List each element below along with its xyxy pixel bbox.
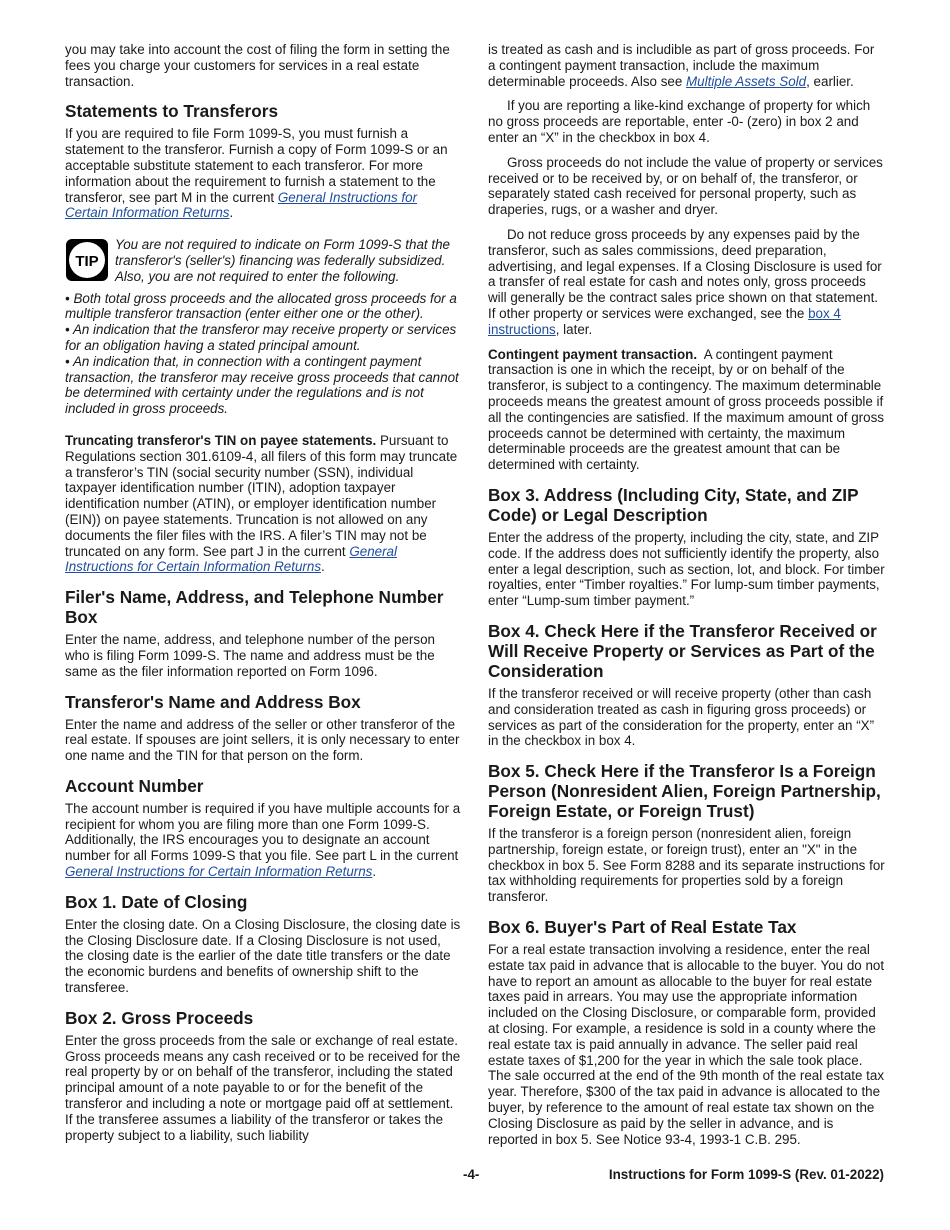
box2-paragraph: Enter the gross proceeds from the sale or exchange of real estate. Gross proceeds means any cash received or to be received for the real property by or on behalf of the transferor, including the stated principal amount of a note payable to or for the benefit of the transferor and including a note or mortgage paid off at settlement. If the transferee assumes a liability of the transferor or takes the property subject to a liability, such liability xyxy=(65,1032,461,1143)
left-column xyxy=(65,42,462,1152)
continued-end: , earlier. xyxy=(806,73,854,89)
general-instructions-link[interactable]: General Instructions for Certain Information Returns xyxy=(65,864,373,880)
document-title: Instructions for Form 1099-S (Rev. 01-2022) xyxy=(608,1167,884,1182)
tip-box xyxy=(65,237,462,284)
box2-heading: Box 2. Gross Proceeds xyxy=(65,1007,254,1028)
box4-paragraph: If the transferor received or will receive property (other than cash and consideration treated as cash in figuring gross proceeds) or services as part of the consideration for the property, enter an “X” in the checkbox in box 4. xyxy=(488,685,875,749)
statements-heading: Statements to Transferors xyxy=(65,101,278,122)
box4-instructions-link[interactable]: box 4 instructions xyxy=(488,305,841,337)
filer-paragraph: Enter the name, address, and telephone number of the person who is filing Form 1099-S. The name and address must be the same as the filer information reported on Form 1096. xyxy=(65,632,435,679)
intro-paragraph: you may take into account the cost of filing the form in setting the fees you charge your customers for services in a real estate transaction. xyxy=(65,42,450,89)
statements-end: . xyxy=(229,205,234,221)
general-instructions-link[interactable]: General Instructions for Certain Information Returns xyxy=(65,189,418,221)
bullet-mark: • xyxy=(65,322,70,338)
transferor-box-paragraph: Enter the name and address of the seller or other transferor of the real estate. If spouses are joint sellers, it is only necessary to enter one name and the TIN for that person on the form. xyxy=(65,716,460,764)
tip-bullet-list xyxy=(65,291,462,417)
multiple-assets-sold-link[interactable]: Multiple Assets Sold xyxy=(686,73,807,89)
truncating-text: Pursuant to Regulations section 301.6109-4, all filers of this form may truncate a transferor’s TIN (social security number (SSN), individual taxpayer identification number (ITIN), adoption taxpayer identification number (ATIN), or employer identification number (EIN)) on payee statements. Truncation is not allowed on any documents the filer files with the IRS. A filer’s TIN may not be truncated on any form. See part J in the current xyxy=(65,432,458,559)
account-paragraph xyxy=(65,801,462,880)
contingent-text: A contingent payment transaction is one in which the receipt, by or on behalf of the transferor, is subject to a contingency. The maximum determinable proceeds means the greatest amount of gross proceeds possible if all the contingencies are satisfied. If the maximum amount of gross proceeds cannot be determined with certainty, the maximum determinable proceeds are the greatest amount that can be determined with certainty. xyxy=(488,346,884,473)
truncating-paragraph xyxy=(65,433,462,575)
like-kind-paragraph: If you are reporting a like-kind exchange of property for which no gross proceeds are reportable, enter -0- (zero) in box 2 and enter an “X” in the checkbox in box 4. xyxy=(488,98,871,145)
tip-text: You are not required to indicate on Form 1099-S that the transferor's (seller's) financing was federally subsidized. Also, you are not required to enter the following. xyxy=(115,237,450,284)
not-include-paragraph: Gross proceeds do not include the value of property or services received or to be received by, or on behalf of, the transferor, or separately stated cash received for personal property, such as draperies, rugs, or a washer and dryer. xyxy=(488,154,883,218)
statements-text: If you are required to file Form 1099-S, you must furnish a statement to the transferor. Furnish a copy of Form 1099-S or an acceptable substitute statement to each transferor. For more information about the requirement to furnish a statement to the transferor, see part M in the current xyxy=(65,126,448,205)
not-reduce-end: , later. xyxy=(555,321,593,337)
continued-text: is treated as cash and is includible as part of gross proceeds. For a contingent payment transaction, include the maximum determinable proceeds. Also see xyxy=(488,42,875,89)
contingent-lead: Contingent payment transaction. xyxy=(488,346,698,362)
box4-heading: Box 4. Check Here if the Transferor Received or Will Receive Property or Services as Part of the Consideration xyxy=(488,620,877,681)
general-instructions-link[interactable]: General Instructions for Certain Information Returns xyxy=(65,543,397,575)
contingent-paragraph xyxy=(488,347,885,473)
list-item xyxy=(65,322,462,354)
box5-paragraph: If the transferor is a foreign person (nonresident alien, foreign partnership, foreign estate, or foreign trust), enter an "X" in the checkbox in box 5. See Form 8288 and its separate instructions for tax withholding requirements for properties sold by a foreign transferor. xyxy=(488,826,885,905)
bullet-text: Both total gross proceeds and the allocated gross proceeds for a multiple transferor transaction (enter either one or the other). xyxy=(65,290,457,322)
box3-paragraph: Enter the address of the property, including the city, state, and ZIP code. If the address does not sufficiently identify the property, also enter a legal description, such as section, lot, and block. For timber royalties, enter “Timber royalties.” For lump-sum timber payments, enter “Lump-sum timber payment.” xyxy=(488,529,885,609)
page-number: -4- xyxy=(463,1167,480,1182)
box1-heading: Box 1. Date of Closing xyxy=(65,891,248,912)
transferor-box-heading: Transferor's Name and Address Box xyxy=(65,691,361,712)
tip-icon-label: TIP xyxy=(75,253,99,271)
continued-paragraph xyxy=(488,42,885,89)
truncating-lead: Truncating transferor's TIN on payee statements. xyxy=(65,432,377,448)
truncating-end: . xyxy=(321,559,325,575)
box3-heading: Box 3. Address (Including City, State, and ZIP Code) or Legal Description xyxy=(488,484,859,525)
box1-paragraph: Enter the closing date. On a Closing Disclosure, the closing date is the Closing Disclosure date. If a Closing Disclosure is not used, the closing date is the earlier of the date title transfers or the date the economic burdens and benefits of ownership shift to the transferee. xyxy=(65,916,461,996)
box6-heading: Box 6. Buyer's Part of Real Estate Tax xyxy=(488,917,797,938)
not-reduce-text: Do not reduce gross proceeds by any expenses paid by the transferor, such as sales commissions, deed preparation, advertising, and legal expenses. If a Closing Disclosure is used for a transfer of real estate for cash and notes only, gross proceeds will generally be the contract sales price shown on that statement. If other property or services were exchanged, see the xyxy=(488,226,882,321)
bullet-mark: • xyxy=(65,353,70,369)
page-footer xyxy=(0,1167,950,1187)
box5-heading: Box 5. Check Here if the Transferor Is a Foreign Person (Nonresident Alien, Foreign Partnership, Foreign Estate, or Foreign Trust) xyxy=(488,761,881,822)
statements-paragraph xyxy=(65,126,462,221)
not-reduce-paragraph xyxy=(488,227,885,338)
right-column xyxy=(488,42,885,1156)
tip-icon xyxy=(65,238,109,282)
bullet-text: An indication that, in connection with a contingent payment transaction, the transferor may receive gross proceeds that cannot be determined with certainty under the regulations and is not included in gross proceeds. xyxy=(65,353,459,417)
account-text: The account number is required if you have multiple accounts for a recipient for whom you are filing more than one Form 1099-S. Additionally, the IRS encourages you to designate an account number for all Forms 1099-S that you file. See part L in the current xyxy=(65,800,461,864)
bullet-text: An indication that the transferor may receive property or services for an obligation having a stated principal amount. xyxy=(65,322,457,353)
account-heading: Account Number xyxy=(65,775,204,796)
box6-paragraph: For a real estate transaction involving a residence, enter the real estate tax paid in advance that is allocable to the buyer. You do not have to report an amount as allocable to the buyer for real estate taxes paid in arrears. You may use the appropriate information included on the Closing Disclosure, or comparable form, provided at closing. For example, a residence is sold in a county where the real estate tax is paid annually in advance. The seller paid real estate taxes of $1,200 for the year in which the sale took place. The sale occurred at the end of the 9th month of the real estate tax year. Therefore, $300 of the tax paid in advance is allocated to the buyer, by reference to the amount of real estate tax shown on the Closing Disclosure as paid by the seller in advance, and is reported in box 5. See Notice 93-4, 1993-1 C.B. 295. xyxy=(488,942,885,1147)
filer-heading: Filer's Name, Address, and Telephone Number Box xyxy=(65,587,444,628)
account-end: . xyxy=(372,864,377,880)
list-item xyxy=(65,291,462,323)
bullet-mark: • xyxy=(65,290,70,306)
list-item xyxy=(65,354,462,417)
